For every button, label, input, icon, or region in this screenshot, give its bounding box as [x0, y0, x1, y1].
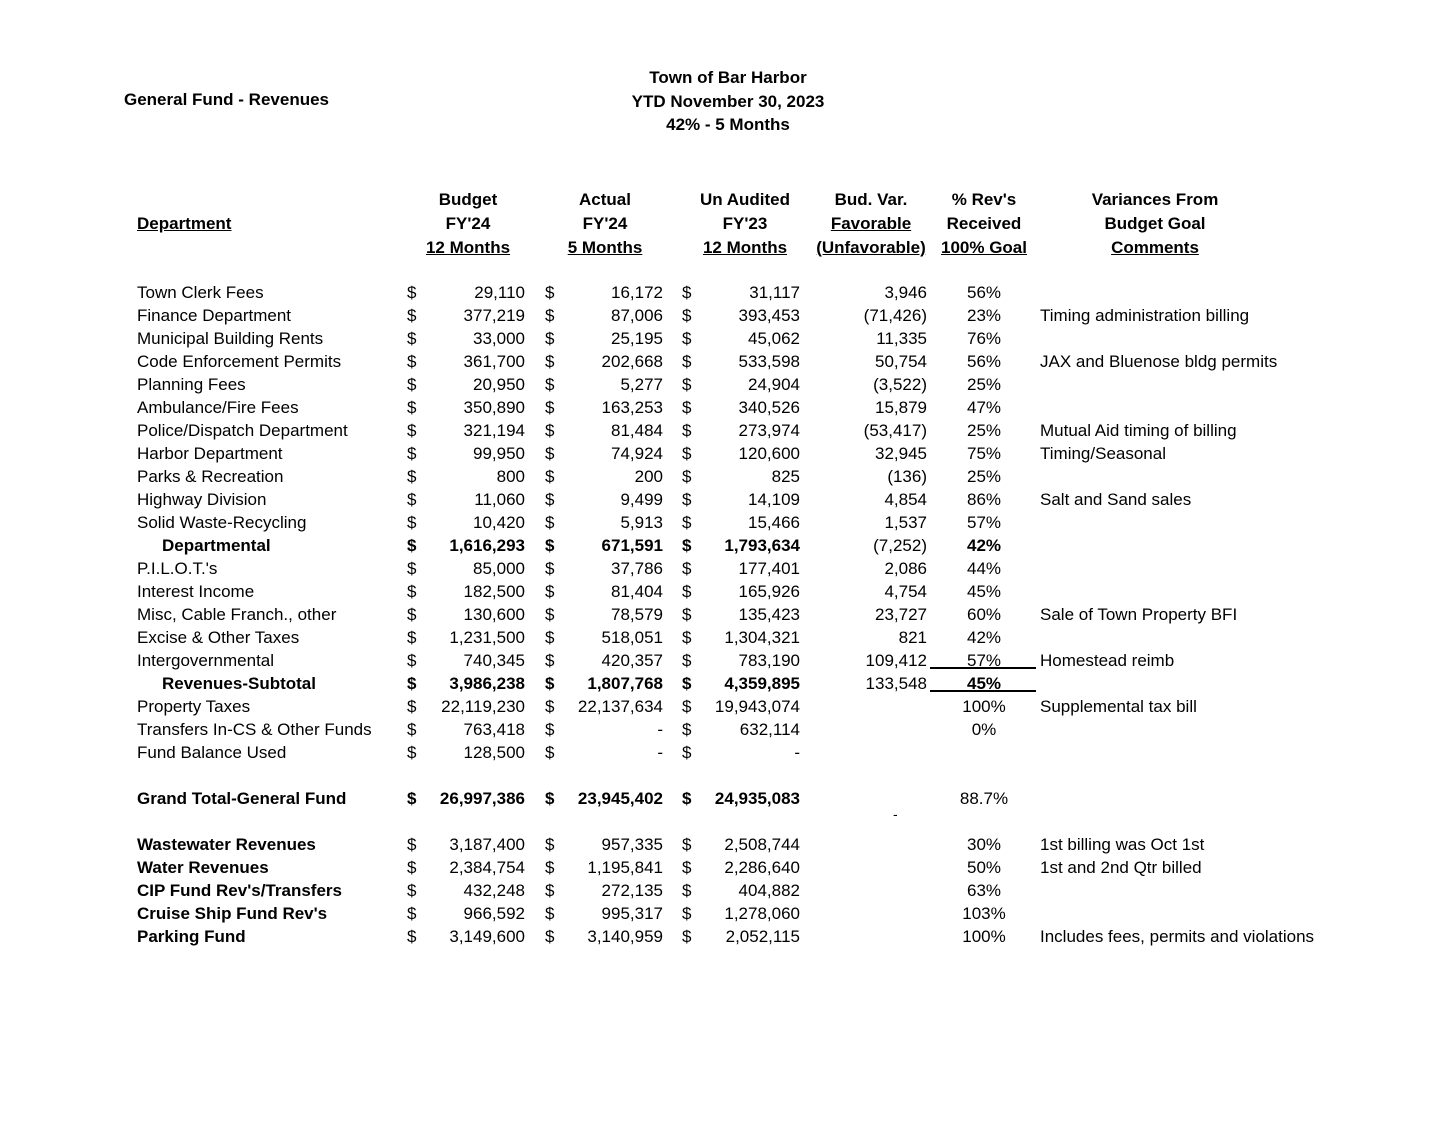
budget-value: 85,000 [473, 559, 525, 578]
unaudited-currency: $ [682, 513, 692, 532]
comment-text: Salt and Sand sales [1040, 490, 1192, 509]
actual-value: 200 [634, 467, 663, 486]
budget-currency: $ [407, 651, 417, 670]
unaudited-currency: $ [682, 375, 692, 394]
budget-value: 29,110 [474, 283, 525, 302]
comment-text: Timing administration billing [1040, 306, 1250, 325]
table-row [0, 488, 1456, 511]
unaudited-currency: $ [682, 881, 692, 900]
table-row [0, 695, 1456, 718]
variance-value: 2,086 [884, 559, 927, 578]
actual-value: 23,945,402 [577, 789, 663, 808]
comment-text: Timing/Seasonal [1040, 444, 1166, 463]
actual-value: 81,484 [611, 421, 663, 440]
table-row [0, 557, 1456, 580]
unaudited-value: 2,286,640 [724, 858, 800, 877]
variance-value: (53,417) [863, 421, 927, 440]
budget-currency: $ [407, 352, 417, 371]
actual-currency: $ [545, 605, 555, 624]
unaudited-currency: $ [682, 720, 692, 739]
budget-currency: $ [407, 720, 417, 739]
unaudited-currency: $ [682, 352, 692, 371]
row-label: Fund Balance Used [137, 743, 287, 762]
row-label: Intergovernmental [137, 651, 275, 670]
budget-value: 3,149,600 [449, 927, 525, 946]
pct-received-value: 50% [966, 858, 1002, 877]
unaudited-value: 177,401 [738, 559, 800, 578]
row-label: Property Taxes [137, 697, 251, 716]
unaudited-value: 533,598 [738, 352, 800, 371]
table-row [0, 465, 1456, 488]
pct-received-value: 57% [966, 651, 1002, 670]
unaudited-value: 120,600 [738, 444, 800, 463]
row-label: Police/Dispatch Department [137, 421, 348, 440]
pct-received-value: 25% [966, 467, 1002, 486]
table-row [0, 396, 1456, 419]
revenue-table [0, 281, 1456, 948]
subtotal-rule-bottom [930, 690, 1036, 692]
unaudited-value: 393,453 [738, 306, 800, 325]
actual-value: - [657, 720, 663, 739]
variance-value: 23,727 [875, 605, 927, 624]
variance-value: 1,537 [884, 513, 927, 532]
column-header-department: Department [137, 214, 232, 233]
budget-value: 11,060 [474, 490, 525, 509]
actual-value: 74,924 [611, 444, 663, 463]
subtotal-row-departmental [0, 534, 1456, 557]
row-label: Ambulance/Fire Fees [137, 398, 299, 417]
unaudited-value: 340,526 [738, 398, 800, 417]
unaudited-currency: $ [682, 467, 692, 486]
budget-currency: $ [407, 421, 417, 440]
column-header-actual: Actual FY'24 5 Months [567, 190, 643, 257]
variance-value: 4,854 [884, 490, 927, 509]
unaudited-currency: $ [682, 789, 692, 808]
variance-value: (7,252) [873, 536, 927, 555]
actual-value: 78,579 [611, 605, 663, 624]
pct-received-value: 57% [966, 513, 1002, 532]
actual-value: 957,335 [601, 835, 663, 854]
budget-value: 966,592 [463, 904, 525, 923]
budget-value: 128,500 [463, 743, 525, 762]
budget-currency: $ [407, 582, 417, 601]
actual-value: 87,006 [611, 306, 663, 325]
actual-currency: $ [545, 720, 555, 739]
unaudited-value: 135,423 [738, 605, 800, 624]
unaudited-value: - [794, 743, 800, 762]
actual-value: 22,137,634 [577, 697, 663, 716]
actual-currency: $ [545, 559, 555, 578]
table-row [0, 419, 1456, 442]
budget-value: 1,616,293 [449, 536, 525, 555]
variance-value: 3,946 [884, 283, 927, 302]
variance-value: 4,754 [884, 582, 927, 601]
column-header-unaudited: Un Audited FY'23 12 Months [699, 190, 791, 257]
table-row [0, 626, 1456, 649]
report-period: 42% - 5 Months [666, 115, 790, 134]
variance-value: (71,426) [863, 306, 927, 325]
comment-text: Sale of Town Property BFI [1040, 605, 1238, 624]
variance-value: 821 [898, 628, 927, 647]
row-label: Cruise Ship Fund Rev's [137, 904, 328, 923]
table-row [0, 511, 1456, 534]
budget-value: 20,950 [473, 375, 525, 394]
table-row [0, 373, 1456, 396]
unaudited-currency: $ [682, 536, 692, 555]
pct-received-value: 44% [966, 559, 1002, 578]
row-label: Planning Fees [137, 375, 246, 394]
actual-value: 81,404 [611, 582, 663, 601]
actual-value: 25,195 [611, 329, 663, 348]
actual-value: 1,195,841 [587, 858, 663, 877]
unaudited-value: 24,935,083 [714, 789, 800, 808]
actual-currency: $ [545, 858, 555, 877]
unaudited-value: 1,793,634 [724, 536, 800, 555]
pct-received-value: 23% [966, 306, 1002, 325]
table-row [0, 580, 1456, 603]
grand-total-row [0, 787, 1456, 810]
row-spacer [0, 764, 1456, 787]
fund-row [0, 902, 1456, 925]
actual-value: 5,913 [620, 513, 663, 532]
actual-currency: $ [545, 490, 555, 509]
stray-dash-mark: - [893, 806, 898, 822]
variance-value: (3,522) [873, 375, 927, 394]
report-date: YTD November 30, 2023 [631, 91, 825, 111]
unaudited-value: 2,052,115 [725, 927, 800, 946]
budget-value: 130,600 [463, 605, 525, 624]
actual-currency: $ [545, 904, 555, 923]
fund-row [0, 879, 1456, 902]
budget-value: 763,418 [463, 720, 525, 739]
actual-value: 518,051 [601, 628, 663, 647]
row-label: Harbor Department [137, 444, 283, 463]
actual-value: 3,140,959 [587, 927, 663, 946]
budget-currency: $ [407, 375, 417, 394]
unaudited-value: 825 [771, 467, 800, 486]
actual-value: 5,277 [620, 375, 663, 394]
budget-value: 361,700 [463, 352, 525, 371]
unaudited-currency: $ [682, 283, 692, 302]
pct-received-value: 45% [966, 582, 1002, 601]
row-label: Municipal Building Rents [137, 329, 324, 348]
variance-value: 133,548 [865, 674, 927, 693]
table-row [0, 304, 1456, 327]
table-row [0, 718, 1456, 741]
unaudited-currency: $ [682, 559, 692, 578]
actual-currency: $ [545, 398, 555, 417]
row-label: P.I.L.O.T.'s [137, 559, 218, 578]
row-label: Wastewater Revenues [137, 835, 316, 854]
row-label: Misc, Cable Franch., other [137, 605, 337, 624]
subtotal-rule-top [930, 667, 1036, 669]
actual-currency: $ [545, 881, 555, 900]
budget-currency: $ [407, 904, 417, 923]
budget-currency: $ [407, 536, 417, 555]
budget-currency: $ [407, 605, 417, 624]
budget-currency: $ [407, 927, 417, 946]
unaudited-value: 404,882 [738, 881, 800, 900]
actual-value: - [657, 743, 663, 762]
budget-value: 2,384,754 [449, 858, 525, 877]
column-header-budget: Budget FY'24 12 Months [425, 190, 511, 257]
unaudited-value: 4,359,895 [724, 674, 800, 693]
table-row [0, 649, 1456, 672]
budget-value: 182,500 [463, 582, 525, 601]
unaudited-currency: $ [682, 444, 692, 463]
row-label: Grand Total-General Fund [137, 789, 347, 808]
report-title-block [528, 66, 928, 137]
budget-currency: $ [407, 789, 417, 808]
unaudited-value: 15,466 [748, 513, 800, 532]
row-label: Solid Waste-Recycling [137, 513, 307, 532]
budget-currency: $ [407, 697, 417, 716]
actual-value: 202,668 [601, 352, 663, 371]
fund-row [0, 925, 1456, 948]
pct-received-value: 56% [966, 352, 1002, 371]
budget-currency: $ [407, 490, 417, 509]
row-label: Parking Fund [137, 927, 246, 946]
actual-currency: $ [545, 628, 555, 647]
budget-value: 321,194 [463, 421, 525, 440]
actual-value: 163,253 [601, 398, 663, 417]
unaudited-currency: $ [682, 582, 692, 601]
table-row [0, 442, 1456, 465]
budget-value: 26,997,386 [439, 789, 525, 808]
budget-currency: $ [407, 559, 417, 578]
budget-currency: $ [407, 835, 417, 854]
pct-received-value: 47% [966, 398, 1002, 417]
column-header-pct: % Rev's Received 100% Goal [941, 190, 1027, 257]
row-label: Finance Department [137, 306, 292, 325]
pct-received-value: 25% [966, 421, 1002, 440]
comment-text: Mutual Aid timing of billing [1040, 421, 1237, 440]
unaudited-currency: $ [682, 743, 692, 762]
table-row [0, 603, 1456, 626]
budget-value: 3,187,400 [449, 835, 525, 854]
budget-currency: $ [407, 628, 417, 647]
actual-currency: $ [545, 651, 555, 670]
budget-value: 800 [496, 467, 525, 486]
actual-currency: $ [545, 444, 555, 463]
actual-value: 995,317 [601, 904, 663, 923]
pct-received-value: 103% [962, 904, 1006, 923]
budget-currency: $ [407, 674, 417, 693]
actual-value: 420,357 [601, 651, 663, 670]
unaudited-value: 783,190 [738, 651, 800, 670]
row-label: Parks & Recreation [137, 467, 284, 486]
pct-received-value: 56% [966, 283, 1002, 302]
fund-label: General Fund - Revenues [124, 90, 329, 109]
budget-currency: $ [407, 329, 417, 348]
unaudited-currency: $ [682, 490, 692, 509]
actual-currency: $ [545, 306, 555, 325]
unaudited-value: 2,508,744 [724, 835, 800, 854]
variance-value: 15,879 [875, 398, 927, 417]
budget-currency: $ [407, 398, 417, 417]
pct-received-value: 42% [966, 536, 1002, 555]
row-label: Transfers In-CS & Other Funds [137, 720, 372, 739]
comment-text: Homestead reimb [1040, 651, 1175, 670]
unaudited-value: 24,904 [748, 375, 800, 394]
unaudited-currency: $ [682, 306, 692, 325]
report-title: Town of Bar Harbor [649, 68, 807, 87]
unaudited-currency: $ [682, 628, 692, 647]
row-label: Departmental [162, 536, 271, 555]
unaudited-currency: $ [682, 329, 692, 348]
variance-value: (136) [887, 467, 927, 486]
pct-received-value: 25% [966, 375, 1002, 394]
pct-received-value: 45% [966, 674, 1002, 693]
actual-currency: $ [545, 835, 555, 854]
variance-value: 50,754 [875, 352, 927, 371]
budget-value: 99,950 [473, 444, 525, 463]
actual-currency: $ [545, 743, 555, 762]
unaudited-currency: $ [682, 927, 692, 946]
row-label: Revenues-Subtotal [162, 674, 316, 693]
fund-row [0, 833, 1456, 856]
actual-currency: $ [545, 329, 555, 348]
actual-currency: $ [545, 582, 555, 601]
budget-currency: $ [407, 881, 417, 900]
actual-currency: $ [545, 513, 555, 532]
pct-received-value: 30% [966, 835, 1002, 854]
pct-received-value: 88.7% [959, 789, 1009, 808]
row-label: Excise & Other Taxes [137, 628, 300, 647]
budget-currency: $ [407, 858, 417, 877]
row-label: Code Enforcement Permits [137, 352, 342, 371]
pct-received-value: 75% [966, 444, 1002, 463]
comment-text: 1st billing was Oct 1st [1040, 835, 1205, 854]
budget-currency: $ [407, 283, 417, 302]
fund-row [0, 856, 1456, 879]
budget-value: 377,219 [463, 306, 525, 325]
unaudited-currency: $ [682, 674, 692, 693]
table-row [0, 327, 1456, 350]
budget-value: 3,986,238 [449, 674, 525, 693]
unaudited-currency: $ [682, 835, 692, 854]
unaudited-value: 31,117 [749, 283, 800, 302]
table-row [0, 281, 1456, 304]
row-spacer [0, 810, 1456, 833]
budget-currency: $ [407, 467, 417, 486]
pct-received-value: 60% [966, 605, 1002, 624]
unaudited-currency: $ [682, 605, 692, 624]
budget-value: 10,420 [473, 513, 525, 532]
unaudited-value: 45,062 [748, 329, 800, 348]
pct-received-value: 86% [966, 490, 1002, 509]
pct-received-value: 100% [962, 927, 1006, 946]
column-header-variance: Bud. Var. Favorable (Unfavorable) [816, 190, 926, 257]
budget-currency: $ [407, 306, 417, 325]
pct-received-value: 76% [966, 329, 1002, 348]
budget-value: 740,345 [463, 651, 525, 670]
table-row [0, 350, 1456, 373]
actual-value: 272,135 [601, 881, 663, 900]
actual-currency: $ [545, 375, 555, 394]
comment-text: JAX and Bluenose bldg permits [1040, 352, 1278, 371]
budget-value: 33,000 [473, 329, 525, 348]
unaudited-value: 1,304,321 [724, 628, 800, 647]
variance-value: 11,335 [876, 329, 927, 348]
actual-currency: $ [545, 674, 555, 693]
unaudited-value: 14,109 [748, 490, 800, 509]
budget-value: 1,231,500 [449, 628, 525, 647]
actual-value: 1,807,768 [587, 674, 663, 693]
budget-value: 22,119,230 [441, 697, 525, 716]
variance-value: 32,945 [875, 444, 927, 463]
variance-value: 109,412 [865, 651, 927, 670]
unaudited-currency: $ [682, 904, 692, 923]
budget-value: 350,890 [463, 398, 525, 417]
column-header-comments: Variances From Budget Goal Comments [1091, 190, 1219, 257]
row-label: Interest Income [137, 582, 255, 601]
comment-text: Includes fees, permits and violations [1040, 927, 1315, 946]
table-row [0, 741, 1456, 764]
unaudited-currency: $ [682, 697, 692, 716]
pct-received-value: 0% [971, 720, 997, 739]
actual-currency: $ [545, 352, 555, 371]
pct-received-value: 42% [966, 628, 1002, 647]
pct-received-value: 100% [962, 697, 1006, 716]
actual-value: 9,499 [620, 490, 663, 509]
unaudited-currency: $ [682, 651, 692, 670]
pct-received-value: 63% [966, 881, 1002, 900]
actual-currency: $ [545, 283, 555, 302]
actual-currency: $ [545, 927, 555, 946]
row-label: Highway Division [137, 490, 267, 509]
row-label: Water Revenues [137, 858, 269, 877]
actual-currency: $ [545, 536, 555, 555]
budget-value: 432,248 [463, 881, 525, 900]
row-label: Town Clerk Fees [137, 283, 264, 302]
budget-currency: $ [407, 743, 417, 762]
unaudited-value: 273,974 [738, 421, 800, 440]
unaudited-value: 632,114 [739, 720, 800, 739]
unaudited-value: 165,926 [738, 582, 800, 601]
unaudited-currency: $ [682, 398, 692, 417]
actual-value: 671,591 [601, 536, 663, 555]
actual-currency: $ [545, 421, 555, 440]
unaudited-currency: $ [682, 421, 692, 440]
unaudited-currency: $ [682, 858, 692, 877]
row-label: CIP Fund Rev's/Transfers [137, 881, 342, 900]
unaudited-value: 19,943,074 [714, 697, 800, 716]
actual-value: 16,172 [611, 283, 663, 302]
comment-text: Supplemental tax bill [1040, 697, 1197, 716]
budget-currency: $ [407, 513, 417, 532]
comment-text: 1st and 2nd Qtr billed [1040, 858, 1202, 877]
subtotal-row-revenues [0, 672, 1456, 695]
unaudited-value: 1,278,060 [724, 904, 800, 923]
actual-currency: $ [545, 467, 555, 486]
actual-currency: $ [545, 697, 555, 716]
actual-currency: $ [545, 789, 555, 808]
budget-currency: $ [407, 444, 417, 463]
actual-value: 37,786 [611, 559, 663, 578]
